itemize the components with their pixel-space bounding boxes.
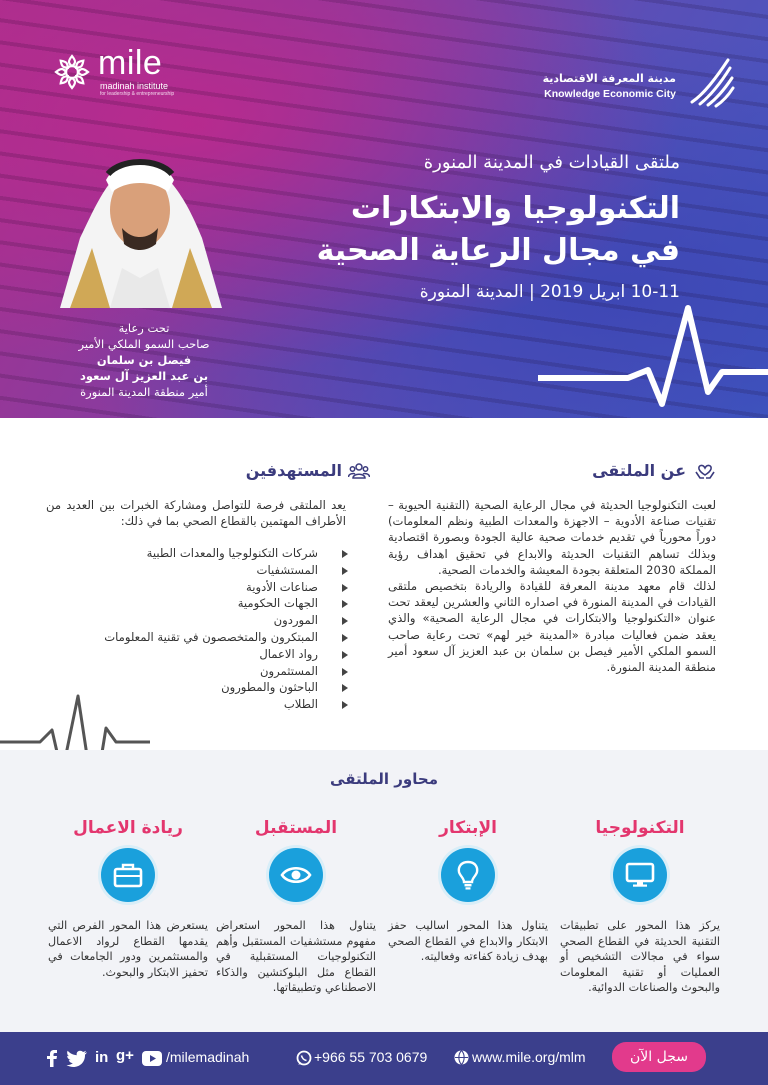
audience-item-label: المستشفيات	[256, 562, 318, 577]
bullet-triangle-icon	[342, 600, 348, 608]
patron-title: صاحب السمو الملكي الأمير	[78, 337, 210, 351]
mile-subtitle: madinah institute	[100, 81, 169, 91]
kec-emblem-icon	[686, 54, 742, 110]
event-title-line2: في مجال الرعاية الصحية	[316, 233, 680, 268]
bullet-triangle-icon	[342, 684, 348, 692]
phone-number[interactable]: +966 55 703 0679	[314, 1049, 428, 1065]
audience-item-label: الطلاب	[283, 697, 318, 712]
axis-icon-circle	[101, 848, 155, 902]
patronage-block	[34, 320, 254, 400]
axis-description: يتناول هذا المحور استعراض مفهوم مستشفيات المستقبل وأهم التكنولوجيات المستقبلية في القطاع مثل البلوكتشين والذكاء الاصطناعي وتطبيقاتها.	[216, 919, 376, 995]
kec-arabic-name: مدينة المعرفة الاقتصادية	[542, 72, 676, 85]
event-subtitle: ملتقى القيادات في المدينة المنورة	[423, 152, 680, 173]
social-handle[interactable]: /milemadinah	[166, 1049, 250, 1065]
hands-heart-icon	[694, 460, 716, 482]
axis-icon-circle	[613, 848, 667, 902]
axis-technology	[560, 818, 720, 996]
audience-item-label: صناعات الأدوية	[246, 579, 318, 594]
axis-icon-circle	[269, 848, 323, 902]
axis-description: يتناول هذا المحور اساليب حفز الابتكار والابداع في القطاع الصحي بهدف زيادة كفاءته وفعاليته.	[388, 919, 548, 964]
bullet-triangle-icon	[342, 634, 348, 642]
event-date: 10-11 ابريل 2019 | المدينة المنورة	[419, 282, 680, 302]
about-paragraph-2: لذلك قام معهد مدينة المعرفة للقيادة والريادة بتخصيص ملتقى القيادات في المدينة المنورة في اصداره الثاني والعشرين ليعقد تحت عنوان «التكنولوجيا والابتكارات في مجال الرعاية الصحية» والذي يعقد ضمن فعاليات مبادرة «المدينة خير لهم» تحت رعاية صاحب السمو الملكي الأمير فيصل بن سلمان بن عبد العزيز آل سعود أمير منطقة المدينة المنورة.	[388, 579, 716, 675]
axis-icon-circle	[441, 848, 495, 902]
about-title: عن الملتقى	[592, 461, 686, 480]
axis-innovation	[388, 818, 548, 965]
mile-logo	[52, 44, 202, 98]
axis-description: يستعرض هذا المحور الفرص التي يقدمها القطاع لرواد الاعمال والمستثمرين ودور الجامعات في تحفيز الابتكار والبحوث.	[48, 919, 208, 979]
patron-name-1: فيصل بن سلمان	[96, 353, 192, 367]
audience-title: المستهدفين	[245, 461, 342, 480]
event-title	[317, 188, 680, 272]
linkedin-icon[interactable]: in	[95, 1049, 109, 1066]
globe-icon	[454, 1050, 469, 1065]
audience-item	[48, 595, 348, 612]
bullet-triangle-icon	[342, 701, 348, 709]
audience-item	[48, 612, 348, 629]
patron-name-2: بن عبد العزيز آل سعود	[79, 369, 209, 383]
heartbeat-line-icon	[538, 300, 768, 410]
footer-bar	[0, 1032, 768, 1085]
hero-banner	[0, 0, 768, 418]
patron-position: أمير منطقة المدينة المنورة	[80, 385, 208, 399]
register-button[interactable]: سجل الآن	[612, 1042, 706, 1072]
bullet-triangle-icon	[342, 550, 348, 558]
patronage-label: تحت رعاية	[118, 321, 170, 335]
bullet-triangle-icon	[342, 567, 348, 575]
bullet-triangle-icon	[342, 668, 348, 676]
kec-logo	[532, 54, 742, 110]
audience-item	[48, 629, 348, 646]
audience-item-label: الباحثون والمطورون	[221, 680, 318, 695]
patron-portrait	[40, 128, 240, 308]
bullet-triangle-icon	[342, 584, 348, 592]
axes-title: محاور الملتقى	[330, 770, 438, 788]
audience-item-label: الجهات الحكومية	[237, 596, 318, 611]
axis-name: المستقبل	[254, 818, 338, 838]
facebook-icon[interactable]	[44, 1049, 60, 1067]
audience-item-label: رواد الاعمال	[259, 646, 318, 661]
youtube-icon[interactable]	[142, 1051, 162, 1066]
bullet-triangle-icon	[342, 651, 348, 659]
audience-item-label: المبتكرون والمتخصصون في تقنية المعلومات	[104, 629, 318, 644]
audience-list	[48, 545, 348, 713]
lightbulb-icon	[456, 860, 480, 890]
about-text	[388, 497, 716, 675]
kec-english-name: Knowledge Economic City	[544, 88, 676, 100]
audience-item	[48, 646, 348, 663]
event-title-line1: التكنولوجيا والابتكارات	[350, 191, 680, 226]
about-paragraph-1: لعبت التكنولوجيا الحديثة في مجال الرعاية الصحية (التقنية الحيوية – تقنيات صناعة الأدوية – الاجهزة والمعدات الطبية ونظم المعلومات) دوراً محورياً في تقديم خدمات صحية عالية الجودة وبصورة اقتصادية وبذلك تساهم التقنيات الحديثة والابداع في تحقيق اهداف رؤية المملكة 2030 المتعلقة بجودة المعيشة والخدمات الصحية.	[388, 498, 716, 577]
audience-item	[48, 562, 348, 579]
google-plus-icon[interactable]: g+	[116, 1047, 134, 1064]
audience-item-label: المستثمرون	[259, 663, 318, 678]
bullet-triangle-icon	[342, 617, 348, 625]
mile-flower-icon	[52, 52, 92, 92]
audience-intro: يعد الملتقى فرصة للتواصل ومشاركة الخبرات بين العديد من الأطراف المهتمين بالقطاع الصحي بما في ذلك:	[46, 498, 346, 529]
audience-item	[48, 545, 348, 562]
audience-item-label: شركات التكنولوجيا والمعدات الطبية	[146, 546, 318, 560]
website-link[interactable]: www.mile.org/mlm	[472, 1049, 586, 1065]
audience-item	[48, 579, 348, 596]
monitor-icon	[625, 862, 655, 888]
axis-description: يركز هذا المحور على تطبيقات التقنية الحديثة في القطاع الصحي سواء في مجالات التشخيص أو العمليات أو تقنية المعلومات والبحوث والصناعات الدوائية.	[560, 919, 720, 995]
briefcase-icon	[113, 862, 143, 888]
axis-name: ريادة الاعمال	[73, 818, 183, 838]
axis-entrepreneurship	[48, 818, 208, 980]
audience-item	[48, 663, 348, 680]
axis-name: الإبتكار	[439, 818, 497, 838]
audience-item-label: الموردون	[273, 613, 318, 628]
eye-icon	[280, 864, 312, 886]
whatsapp-icon	[296, 1050, 312, 1066]
axis-name: التكنولوجيا	[595, 818, 685, 838]
people-group-icon	[348, 460, 370, 482]
axis-future	[216, 818, 376, 996]
mile-wordmark: mile	[98, 44, 163, 82]
twitter-icon[interactable]	[66, 1050, 88, 1067]
mile-tagline: for leadership & entrepreneurship	[100, 91, 175, 97]
